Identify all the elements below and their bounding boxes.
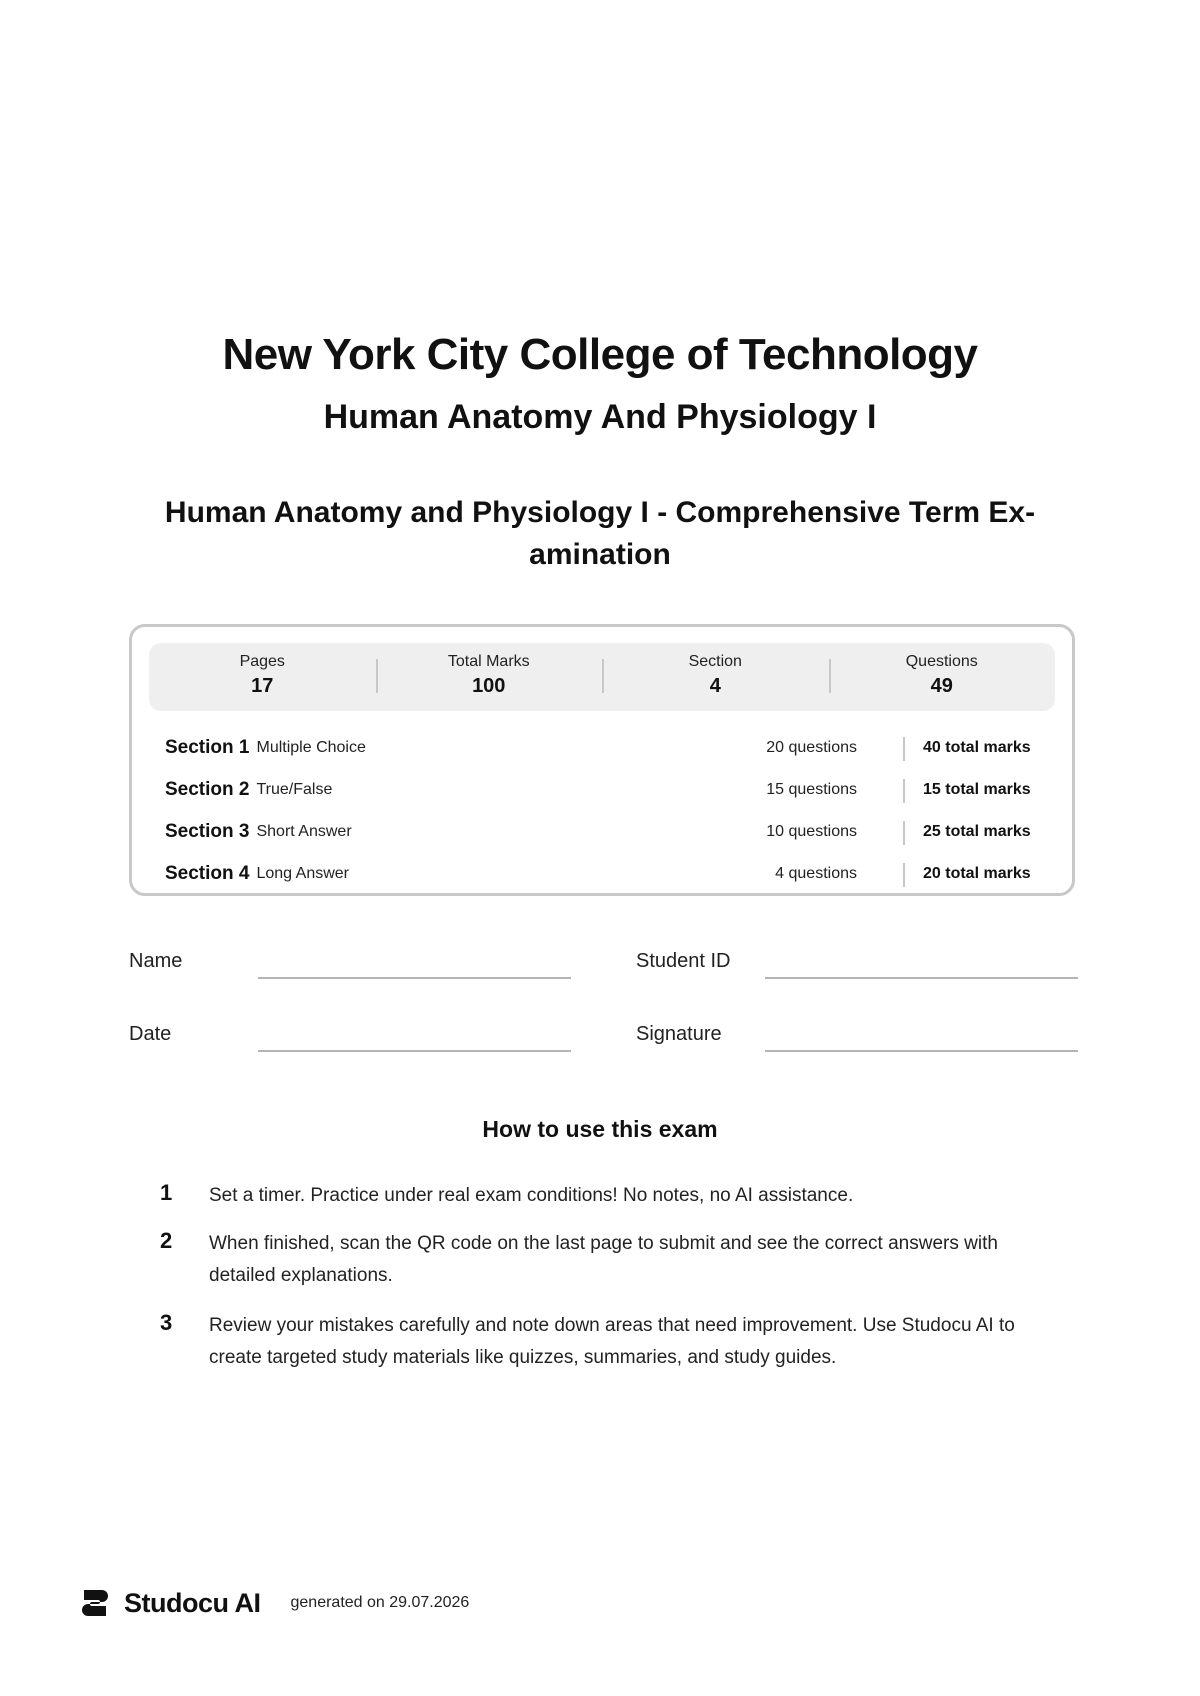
section-name: Section 1: [165, 737, 250, 758]
section-questions: 15 questions: [766, 781, 857, 798]
student-id-label: Student ID: [636, 950, 731, 972]
stat-questions: [829, 643, 1056, 711]
section-name: Section 3: [165, 821, 250, 842]
footer: [78, 1583, 469, 1623]
step-text: Set a timer. Practice under real exam conditions! No notes, no AI assistance.: [209, 1185, 854, 1206]
stat-value: 4: [709, 675, 721, 697]
section-row: [165, 727, 1045, 769]
step-number: 3: [160, 1310, 173, 1335]
section-name: Section 2: [165, 779, 250, 800]
section-type: Short Answer: [256, 823, 352, 840]
college-name: New York City College of Technology: [222, 330, 978, 379]
stat-label: Section: [688, 653, 742, 670]
stat-total-marks: [376, 643, 603, 711]
section-type: True/False: [256, 781, 333, 798]
stat-label: Questions: [905, 653, 978, 670]
date-label: Date: [129, 1023, 172, 1045]
stats-bar: [149, 643, 1055, 711]
section-name: Section 4: [165, 863, 250, 884]
section-row: [165, 769, 1045, 811]
instructions-title: How to use this exam: [482, 1116, 718, 1142]
stat-label: Total Marks: [447, 653, 530, 670]
section-type: Multiple Choice: [256, 739, 366, 756]
section-marks: 20 total marks: [923, 865, 1031, 882]
date-input-line[interactable]: [258, 1050, 571, 1052]
generated-date: generated on 29.07.2026: [290, 1594, 470, 1611]
name-input-line[interactable]: [258, 977, 571, 979]
section-marks: 40 total marks: [923, 739, 1031, 756]
section-questions: 4 questions: [775, 865, 857, 882]
brand-name: Studocu AI: [124, 1587, 261, 1618]
signature-label: Signature: [636, 1023, 722, 1045]
step-number: 1: [160, 1180, 173, 1205]
step-text: When finished, scan the QR code on the last page to submit and see the correct answers with detailed explanations.: [209, 1233, 998, 1286]
section-questions: 20 questions: [766, 739, 857, 756]
student-id-input-line[interactable]: [765, 977, 1078, 979]
section-questions: 10 questions: [766, 823, 857, 840]
stat-label: Pages: [239, 653, 285, 670]
section-divider: [903, 863, 905, 887]
step-number: 2: [160, 1228, 173, 1253]
section-divider: [903, 779, 905, 803]
section-marks: 15 total marks: [923, 781, 1031, 798]
section-row: [165, 853, 1045, 895]
section-divider: [903, 821, 905, 845]
section-type: Long Answer: [256, 865, 349, 882]
stat-value: 100: [472, 675, 506, 697]
step-text: Review your mistakes carefully and note down areas that need improvement. Use Studocu AI to create targeted study materials like quizzes, summaries, and study guides.: [209, 1315, 1015, 1368]
course-name: Human Anatomy And Physiology I: [323, 398, 877, 436]
signature-input-line[interactable]: [765, 1050, 1078, 1052]
exam-title-text: Human Anatomy and Physiology I - Comprehensive Term Ex-amination: [164, 496, 1036, 571]
section-marks: 25 total marks: [923, 823, 1031, 840]
section-list: [165, 727, 1045, 895]
studocu-logo-icon: [78, 1586, 112, 1620]
stat-value: 17: [251, 675, 274, 697]
section-divider: [903, 737, 905, 761]
section-row: [165, 811, 1045, 853]
stat-value: 49: [930, 675, 953, 697]
stat-pages: [149, 643, 376, 711]
exam-summary-box: [129, 624, 1075, 896]
exam-title: [120, 492, 1080, 576]
name-label: Name: [129, 950, 183, 972]
stat-sections: [602, 643, 829, 711]
